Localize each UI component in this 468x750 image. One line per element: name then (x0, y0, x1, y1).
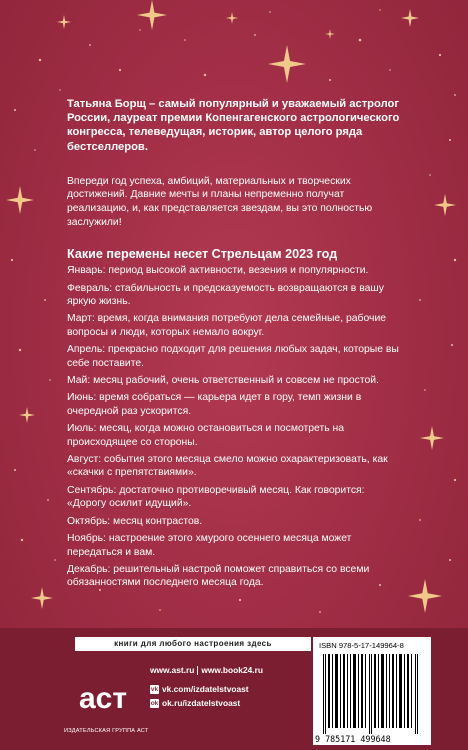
month-october: Октябрь: месяц контрастов. (67, 515, 203, 527)
tagline-bar: книги для любого настроения здесь (75, 637, 311, 651)
ok-icon: ok (150, 700, 159, 708)
month-july: Июль: месяц, когда можно остановиться и посмотреть на происходящее со стороны. (67, 423, 345, 448)
social-vk[interactable] (150, 684, 249, 694)
month-september: Сентябрь: достаточно противоречивый месяц. Как говорится: «Дорогу осилит идущий». (67, 484, 365, 510)
star-icon (268, 45, 306, 83)
star-icon (401, 9, 419, 27)
web-link-ast[interactable]: www.ast.ru (150, 665, 195, 675)
month-april: Апрель: прекрасно подходит для решения любых задач, которые вы себе поставите. (67, 344, 399, 369)
divider (197, 666, 198, 675)
star-icon (57, 15, 71, 29)
month-may: Май: месяц рабочий, очень ответственный и совсем не простой. (67, 375, 379, 387)
barcode-icon (317, 654, 427, 734)
author-bio: Татьяна Борщ – самый популярный и уважаемый астролог России, лауреат премии Копенгагенского астрологического конгресса, телеведущая, историк, автор целого ряда бестселлеров. (67, 98, 400, 153)
isbn-box (313, 637, 431, 745)
ok-link[interactable]: ok.ru/izdatelstvoast (162, 698, 241, 708)
month-march: Март: время, когда внимания потребуют дела семейные, рабочие вопросы и люди, которых немало вокруг. (67, 313, 387, 338)
star-icon (226, 12, 238, 24)
intro-paragraph: Впереди год успеха, амбиций, материальных и творческих достижений. Давние мечты и планы непременно получат реализацию, и, как представляется звездам, вы это полностью заслужили! (67, 175, 373, 228)
month-june: Июнь: время собраться — карьера идет в гору, темп жизни в очередной раз ускорится. (67, 392, 362, 417)
star-icon (420, 426, 444, 450)
monthly-forecast-list (67, 264, 400, 590)
ast-logo-icon (75, 664, 137, 726)
publisher-name: ИЗДАТЕЛЬСКАЯ ГРУППА АСТ (64, 728, 149, 734)
forecast-heading: Какие перемены несет Стрельцам 2023 год (67, 247, 338, 262)
star-icon (137, 0, 167, 30)
vk-link[interactable]: vk.com/izdatelstvoast (162, 684, 249, 694)
barcode-number: 9 785171 499648 (315, 734, 391, 744)
web-links (150, 665, 263, 675)
social-ok[interactable] (150, 698, 240, 708)
star-icon (325, 29, 335, 39)
isbn-text: ISBN 978-5-17-149964-8 (319, 641, 404, 650)
month-august: Август: события этого месяца смело можно охарактеризовать, как «скачки с препятствиями». (67, 454, 388, 479)
star-icon (6, 186, 34, 214)
month-january: Январь: период высокой активности, везения и популярности. (67, 265, 369, 277)
star-icon (434, 194, 456, 216)
star-icon (19, 407, 35, 423)
month-february: Февраль: стабильность и предсказуемость возвращаются в вашу яркую жизнь. (67, 282, 384, 307)
star-icon (31, 587, 53, 609)
web-link-book24[interactable]: www.book24.ru (201, 665, 263, 675)
month-december: Декабрь: решительный настрой поможет справиться со всеми обязанностями последнего месяца года. (67, 563, 370, 589)
star-icon (408, 579, 442, 613)
svg-text:аст: аст (79, 682, 128, 715)
text-block (67, 97, 400, 594)
month-november: Ноябрь: настроение этого хмурого осеннего месяца может передаться и вам. (67, 533, 352, 558)
vk-icon: vk (150, 686, 159, 694)
